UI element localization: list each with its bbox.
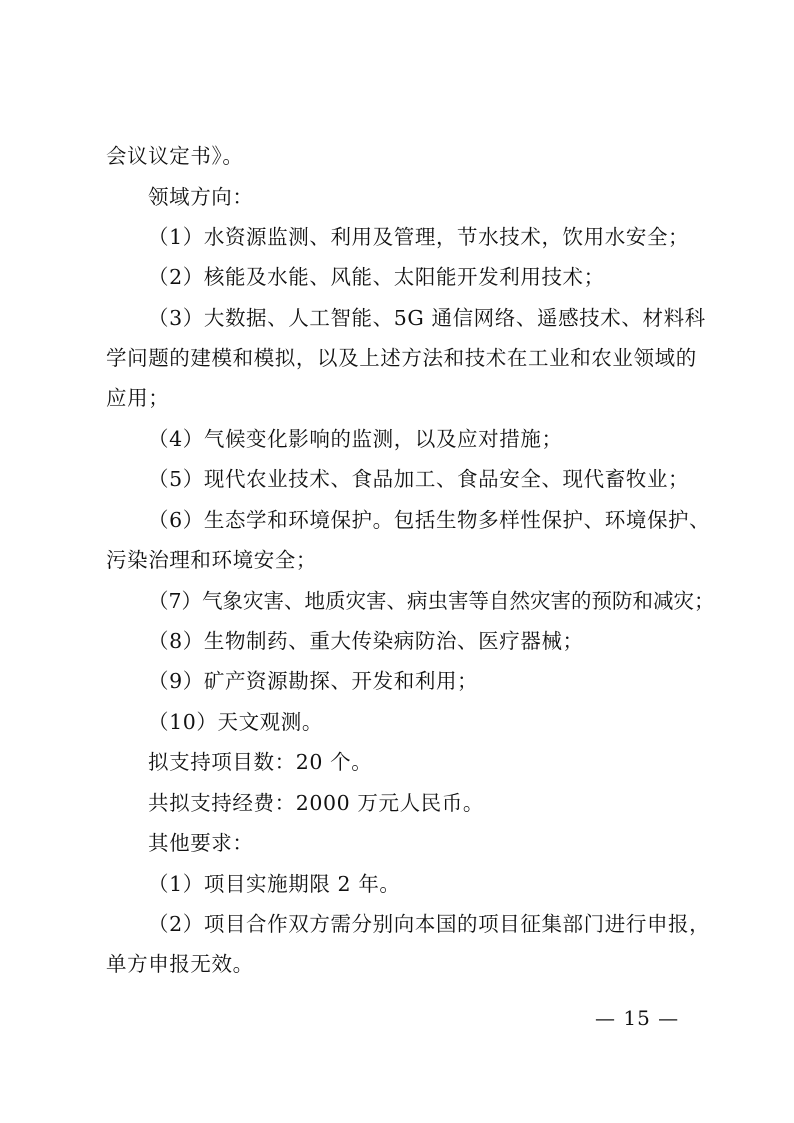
- text-line: 学问题的建模和模拟，以及上述方法和技术在工业和农业领域的: [106, 346, 697, 370]
- list-item: （4）气候变化影响的监测，以及应对措施；: [148, 427, 563, 451]
- list-item: （2）核能及水能、风能、太阳能开发利用技术；: [148, 265, 605, 289]
- text-line: 单方申报无效。: [106, 952, 254, 976]
- text-line: 污染治理和环境安全；: [106, 548, 317, 572]
- section-heading-other-requirements: 其他要求：: [148, 831, 254, 855]
- list-item: （2）项目合作双方需分别向本国的项目征集部门进行申报，: [148, 912, 711, 936]
- project-count: 拟支持项目数：20 个。: [148, 750, 373, 774]
- list-item: （1）项目实施期限 2 年。: [148, 872, 401, 896]
- list-item: （8）生物制药、重大传染病防治、医疗器械；: [148, 629, 584, 653]
- funding-amount: 共拟支持经费：2000 万元人民币。: [148, 791, 484, 815]
- section-heading-domains: 领域方向：: [148, 185, 254, 209]
- list-item: （5）现代农业技术、食品加工、食品安全、现代畜牧业；: [148, 467, 690, 491]
- page-number: — 15 —: [595, 1006, 680, 1030]
- text-line: 会议议定书》。: [106, 144, 244, 168]
- text-line: 应用；: [106, 386, 170, 410]
- list-item: （6）生态学和环境保护。包括生物多样性保护、环境保护、: [148, 508, 711, 532]
- list-item: （3）大数据、人工智能、5G 通信网络、遥感技术、材料科: [148, 306, 706, 330]
- list-item: （9）矿产资源勘探、开发和利用；: [148, 669, 479, 693]
- list-item: （7）气象灾害、地质灾害、病虫害等自然灾害的预防和减灾；: [148, 589, 715, 613]
- list-item: （10）天文观测。: [148, 710, 323, 734]
- list-item: （1）水资源监测、利用及管理，节水技术，饮用水安全；: [148, 225, 690, 249]
